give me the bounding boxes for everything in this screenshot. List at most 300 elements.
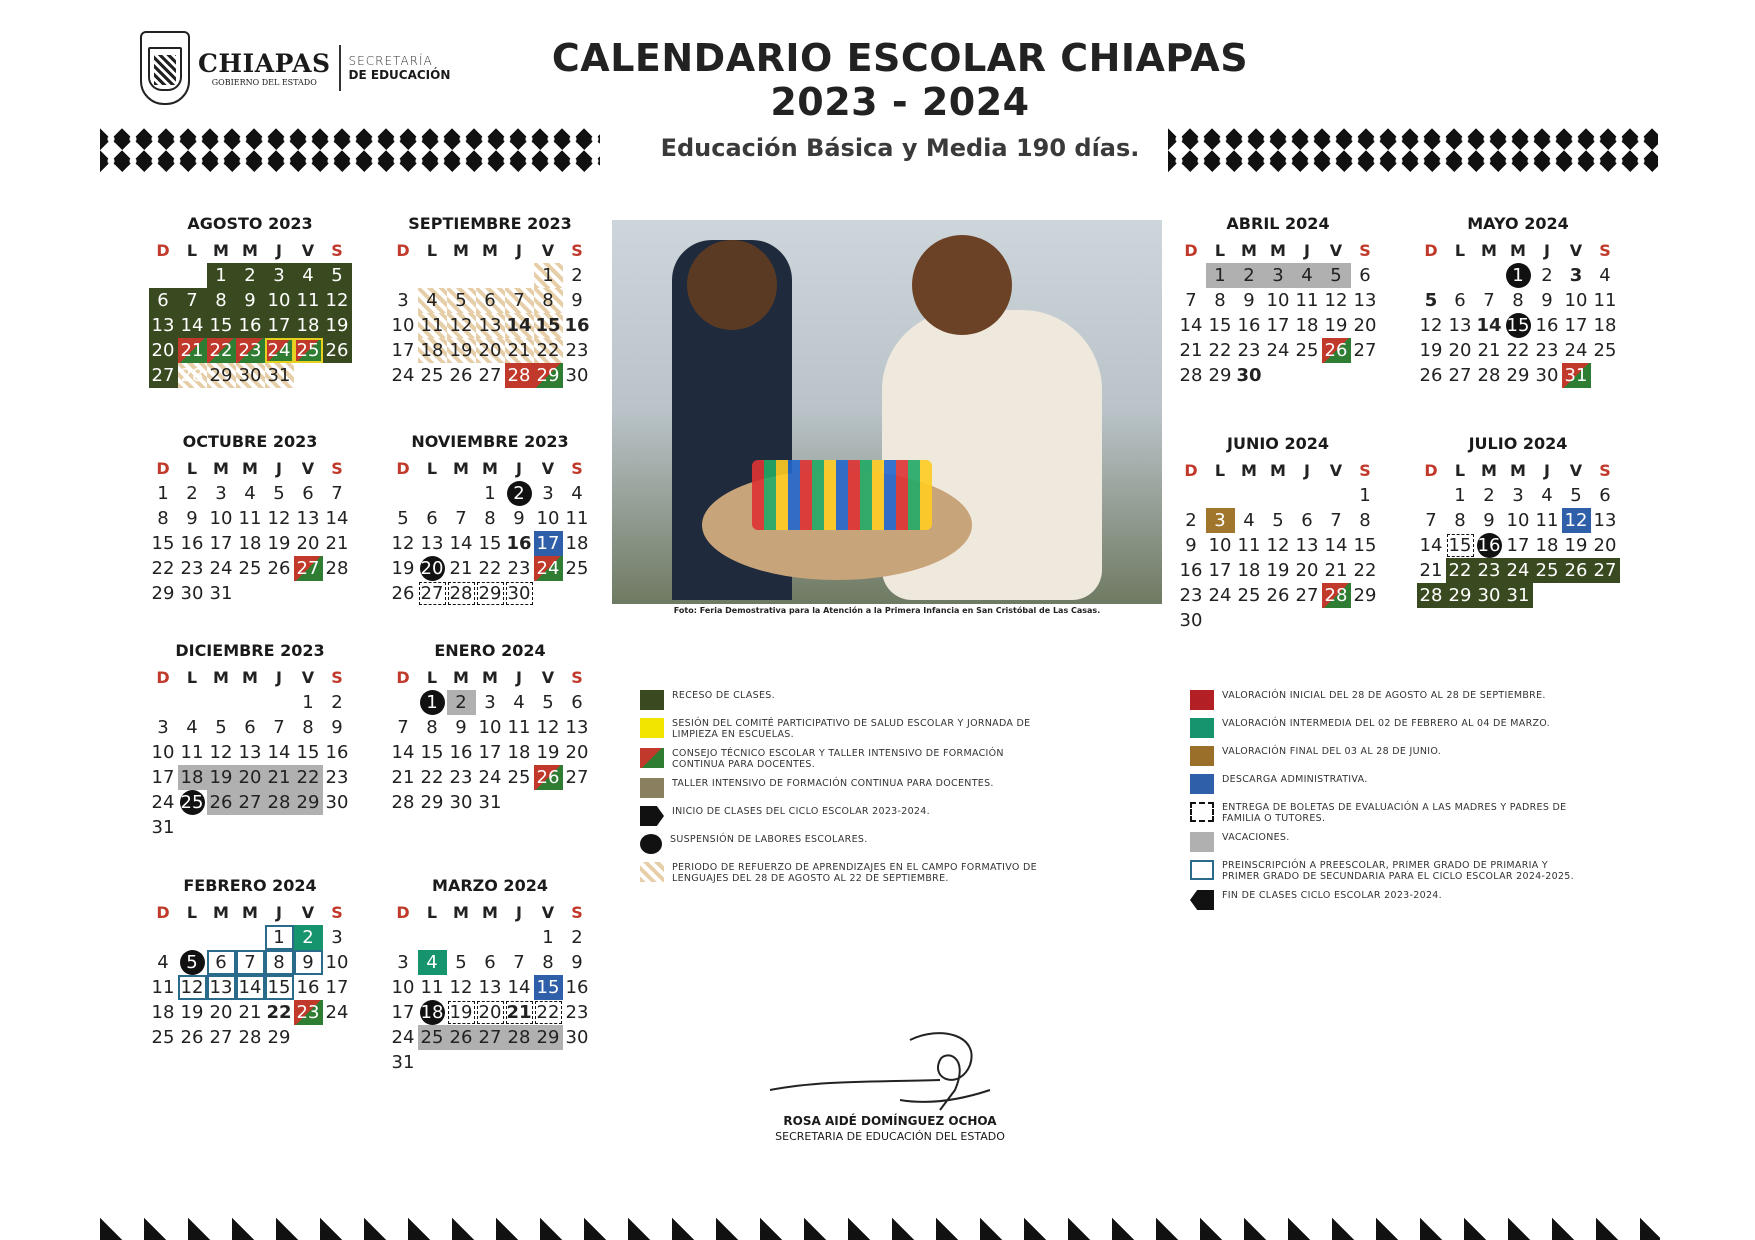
day-cell: 26 bbox=[1419, 365, 1443, 386]
day-cell: 3 bbox=[215, 483, 227, 504]
day-cell: 12 bbox=[536, 717, 560, 738]
weekday-header: M bbox=[213, 459, 229, 478]
day-cell: 13 bbox=[207, 975, 236, 1000]
legend-text: VACACIONES. bbox=[1222, 832, 1290, 843]
day-cell: 17 bbox=[1564, 315, 1588, 336]
day-cell: 20 bbox=[236, 765, 265, 790]
day-cell: 7 bbox=[397, 717, 409, 738]
day-cell: 17 bbox=[325, 977, 349, 998]
day-cell: 23 bbox=[507, 558, 531, 579]
day-cell: 18 bbox=[238, 533, 262, 554]
day-cell: 17 bbox=[478, 742, 502, 763]
day-cell: 16 bbox=[1179, 560, 1203, 581]
day-cell: 17 bbox=[391, 340, 415, 361]
day-cell: 27 bbox=[1353, 340, 1377, 361]
weekday-header: M bbox=[242, 903, 258, 922]
day-cell: 29 bbox=[294, 790, 323, 815]
weekday-header: M bbox=[482, 668, 498, 687]
legend-text: PREINSCRIPCIÓN A PREESCOLAR, PRIMER GRADO DE PRIMARIA Y PRIMER GRADO DE SECUNDARIA PARA EL CICLO ESCOLAR 2024-2025. bbox=[1222, 860, 1574, 882]
day-cell: 27 bbox=[236, 790, 265, 815]
decorative-band-bottom bbox=[100, 1196, 1660, 1240]
day-cell: 4 bbox=[1243, 510, 1255, 531]
weekday-header: S bbox=[571, 459, 583, 478]
day-cell: 30 bbox=[180, 583, 204, 604]
empty-cell bbox=[505, 263, 534, 288]
day-cell: 14 bbox=[1179, 315, 1203, 336]
month-diciembre bbox=[140, 641, 360, 840]
weekday-header: L bbox=[186, 241, 198, 260]
weekday-header: L bbox=[426, 241, 438, 260]
day-cell: 12 bbox=[1419, 315, 1443, 336]
month-mayo bbox=[1408, 214, 1628, 388]
day-cell: 15 bbox=[535, 315, 561, 336]
weekday-header: L bbox=[1214, 461, 1226, 480]
weekday-header: L bbox=[426, 668, 438, 687]
month-abril bbox=[1168, 214, 1388, 388]
day-cell: 31 bbox=[209, 583, 233, 604]
day-cell: 3 bbox=[1206, 508, 1235, 533]
day-cell: 4 bbox=[513, 692, 525, 713]
day-cell: 9 bbox=[571, 290, 583, 311]
day-cell: 8 bbox=[157, 508, 169, 529]
day-cell: 20 bbox=[149, 338, 178, 363]
day-cell: 2 bbox=[1483, 485, 1495, 506]
day-cell: 5 bbox=[273, 483, 285, 504]
weekday-header: J bbox=[1304, 241, 1310, 260]
day-cell: 26 bbox=[207, 790, 236, 815]
day-cell: 5 bbox=[1322, 263, 1351, 288]
day-cell: 1 bbox=[1206, 263, 1235, 288]
legend-swatch-brown bbox=[1190, 746, 1214, 766]
day-cell: 7 bbox=[1483, 290, 1495, 311]
day-cell: 6 bbox=[207, 950, 236, 975]
day-cell: 27 bbox=[476, 1025, 505, 1050]
weekday-header: M bbox=[482, 241, 498, 260]
signatory-role: SECRETARIA DE EDUCACIÓN DEL ESTADO bbox=[775, 1130, 1005, 1143]
day-cell: 6 bbox=[1301, 510, 1313, 531]
day-cell: 30 bbox=[565, 365, 589, 386]
month-noviembre bbox=[380, 432, 600, 606]
day-cell: 6 bbox=[1599, 485, 1611, 506]
weekday-header: V bbox=[301, 459, 315, 478]
day-cell: 28 bbox=[1417, 583, 1446, 608]
weekday-header: V bbox=[541, 668, 555, 687]
day-cell: 21 bbox=[1324, 560, 1348, 581]
day-cell: 5 bbox=[1272, 510, 1284, 531]
day-grid bbox=[149, 900, 352, 1050]
day-cell: 1 bbox=[157, 483, 169, 504]
day-cell: 28 bbox=[178, 363, 207, 388]
empty-cell bbox=[207, 690, 236, 715]
day-cell: 16 bbox=[565, 977, 589, 998]
day-cell: 26 bbox=[1322, 338, 1351, 363]
legend-swatch-red bbox=[1190, 690, 1214, 710]
day-cell: 13 bbox=[1593, 510, 1617, 531]
day-cell: 14 bbox=[178, 313, 207, 338]
day-cell: 6 bbox=[1454, 290, 1466, 311]
legend-item bbox=[1190, 746, 1580, 766]
day-cell: 19 bbox=[1564, 535, 1588, 556]
day-grid bbox=[1417, 238, 1620, 388]
day-cell: 21 bbox=[505, 338, 534, 363]
day-cell: 1 bbox=[534, 263, 563, 288]
day-cell: 2 bbox=[571, 265, 583, 286]
signature-graphic bbox=[740, 1020, 1040, 1120]
day-cell: 12 bbox=[1324, 290, 1348, 311]
day-cell: 7 bbox=[505, 288, 534, 313]
legend-text: SUSPENSIÓN DE LABORES ESCOLARES. bbox=[670, 834, 868, 845]
day-cell: 23 bbox=[565, 1002, 589, 1023]
day-cell: 25 bbox=[565, 558, 589, 579]
day-cell: 10 bbox=[325, 952, 349, 973]
day-cell: 9 bbox=[1185, 535, 1197, 556]
day-cell: 8 bbox=[534, 288, 563, 313]
day-cell: 29 bbox=[1446, 583, 1475, 608]
day-cell: 12 bbox=[447, 313, 476, 338]
day-cell: 30 bbox=[1179, 610, 1203, 631]
day-cell: 19 bbox=[1324, 315, 1348, 336]
day-cell: 2 bbox=[236, 263, 265, 288]
day-cell: 12 bbox=[267, 508, 291, 529]
legend-right bbox=[1190, 690, 1580, 918]
day-grid bbox=[149, 665, 352, 840]
empty-cell bbox=[505, 925, 534, 950]
weekday-header: V bbox=[541, 903, 555, 922]
month-name: ENERO 2024 bbox=[434, 641, 546, 660]
weekday-header: S bbox=[331, 903, 343, 922]
legend-text: VALORACIÓN FINAL DEL 03 AL 28 DE JUNIO. bbox=[1222, 746, 1442, 757]
month-julio bbox=[1408, 434, 1628, 608]
weekday-header: J bbox=[276, 903, 282, 922]
day-grid bbox=[1177, 458, 1380, 633]
day-cell: 29 bbox=[1506, 365, 1530, 386]
day-cell: 23 bbox=[236, 338, 265, 363]
legend-item bbox=[640, 862, 1040, 884]
day-cell: 22 bbox=[534, 338, 563, 363]
day-cell: 3 bbox=[397, 952, 409, 973]
day-cell: 7 bbox=[236, 950, 265, 975]
weekday-header: M bbox=[1510, 241, 1526, 260]
day-cell: 10 bbox=[478, 717, 502, 738]
day-cell: 29 bbox=[207, 363, 236, 388]
day-cell: 21 bbox=[238, 1002, 262, 1023]
day-grid bbox=[389, 238, 592, 388]
weekday-header: D bbox=[156, 459, 170, 478]
day-cell: 11 bbox=[180, 742, 204, 763]
decorative-band-right bbox=[1168, 128, 1658, 172]
day-cell: 17 bbox=[209, 533, 233, 554]
day-cell: 10 bbox=[1564, 290, 1588, 311]
day-cell: 13 bbox=[478, 977, 502, 998]
day-cell: 24 bbox=[325, 1002, 349, 1023]
empty-cell bbox=[418, 263, 447, 288]
day-cell: 4 bbox=[1541, 485, 1553, 506]
legend-item bbox=[640, 690, 1040, 710]
day-cell: 5 bbox=[447, 288, 476, 313]
day-cell: 9 bbox=[236, 288, 265, 313]
weekday-header: D bbox=[1184, 461, 1198, 480]
legend-swatch-yellow bbox=[640, 718, 664, 738]
day-cell: 30 bbox=[1475, 583, 1504, 608]
day-cell: 25 bbox=[238, 558, 262, 579]
empty-cell bbox=[447, 263, 476, 288]
day-cell: 29 bbox=[476, 581, 505, 606]
day-cell: 15 bbox=[1504, 313, 1533, 338]
empty-cell bbox=[418, 925, 447, 950]
logo-sec1: SECRETARÍA bbox=[348, 54, 433, 68]
day-cell: 3 bbox=[265, 263, 294, 288]
day-cell: 14 bbox=[267, 742, 291, 763]
weekday-header: M bbox=[453, 668, 469, 687]
empty-cell bbox=[1475, 263, 1504, 288]
day-cell: 27 bbox=[149, 363, 178, 388]
weekday-header: D bbox=[156, 668, 170, 687]
weekday-header: V bbox=[1329, 461, 1343, 480]
day-cell: 23 bbox=[565, 340, 589, 361]
day-cell: 30 bbox=[565, 1027, 589, 1048]
day-cell: 9 bbox=[1541, 290, 1553, 311]
day-cell: 10 bbox=[151, 742, 175, 763]
day-cell: 31 bbox=[1562, 363, 1591, 388]
empty-cell bbox=[447, 925, 476, 950]
weekday-header: M bbox=[242, 241, 258, 260]
legend-text: TALLER INTENSIVO DE FORMACIÓN CONTINUA PARA DOCENTES. bbox=[672, 778, 994, 789]
title-line-1: CALENDARIO ESCOLAR CHIAPAS bbox=[551, 36, 1249, 80]
day-cell: 1 bbox=[1454, 485, 1466, 506]
legend-text: VALORACIÓN INTERMEDIA DEL 02 DE FEBRERO AL 04 DE MARZO. bbox=[1222, 718, 1550, 729]
day-cell: 5 bbox=[178, 950, 207, 975]
empty-cell bbox=[1446, 263, 1475, 288]
day-cell: 2 bbox=[571, 927, 583, 948]
day-cell: 3 bbox=[397, 290, 409, 311]
day-cell: 10 bbox=[1266, 290, 1290, 311]
day-cell: 9 bbox=[294, 950, 323, 975]
legend-swatch-tan bbox=[640, 862, 664, 882]
weekday-header: D bbox=[1424, 241, 1438, 260]
title-line-2: 2023 - 2024 bbox=[770, 80, 1030, 124]
legend-text: INICIO DE CLASES DEL CICLO ESCOLAR 2023-2024. bbox=[672, 806, 930, 817]
empty-cell bbox=[265, 690, 294, 715]
legend-swatch-blue bbox=[1190, 774, 1214, 794]
day-cell: 5 bbox=[397, 508, 409, 529]
day-cell: 20 bbox=[296, 533, 320, 554]
weekday-header: D bbox=[396, 459, 410, 478]
day-cell: 17 bbox=[151, 767, 175, 788]
day-cell: 2 bbox=[1541, 265, 1553, 286]
weekday-header: L bbox=[1454, 241, 1466, 260]
legend-swatch-green bbox=[640, 690, 664, 710]
day-cell: 16 bbox=[564, 315, 590, 336]
day-cell: 1 bbox=[302, 692, 314, 713]
day-cell: 18 bbox=[1593, 315, 1617, 336]
day-cell: 25 bbox=[420, 365, 444, 386]
empty-cell bbox=[447, 481, 476, 506]
day-cell: 18 bbox=[178, 765, 207, 790]
day-cell: 19 bbox=[536, 742, 560, 763]
empty-cell bbox=[1206, 483, 1235, 508]
day-cell: 24 bbox=[1266, 340, 1290, 361]
day-cell: 29 bbox=[534, 363, 563, 388]
day-cell: 3 bbox=[484, 692, 496, 713]
day-cell: 19 bbox=[1266, 560, 1290, 581]
day-cell: 29 bbox=[267, 1027, 291, 1048]
day-cell: 13 bbox=[238, 742, 262, 763]
day-cell: 4 bbox=[418, 950, 447, 975]
month-name: OCTUBRE 2023 bbox=[182, 432, 318, 451]
day-cell: 8 bbox=[1512, 290, 1524, 311]
day-cell: 28 bbox=[1477, 365, 1501, 386]
day-cell: 19 bbox=[207, 765, 236, 790]
day-cell: 11 bbox=[1295, 290, 1319, 311]
weekday-header: M bbox=[482, 459, 498, 478]
day-cell: 27 bbox=[209, 1027, 233, 1048]
secretaria-text bbox=[349, 54, 451, 82]
day-cell: 31 bbox=[1504, 583, 1533, 608]
day-cell: 22 bbox=[207, 338, 236, 363]
day-cell: 3 bbox=[1264, 263, 1293, 288]
day-cell: 25 bbox=[1295, 340, 1319, 361]
legend-text: PERIODO DE REFUERZO DE APRENDIZAJES EN EL CAMPO FORMATIVO DE LENGUAJES DEL 28 DE AGOSTO AL 22 DE SEPTIEMBRE. bbox=[672, 862, 1037, 884]
day-cell: 8 bbox=[1359, 510, 1371, 531]
day-cell: 28 bbox=[265, 790, 294, 815]
day-cell: 28 bbox=[1179, 365, 1203, 386]
day-cell: 10 bbox=[265, 288, 294, 313]
day-cell: 28 bbox=[325, 558, 349, 579]
day-cell: 8 bbox=[302, 717, 314, 738]
empty-cell bbox=[178, 263, 207, 288]
day-cell: 24 bbox=[1564, 340, 1588, 361]
day-cell: 14 bbox=[236, 975, 265, 1000]
weekday-header: S bbox=[1599, 461, 1611, 480]
photo-children-playing bbox=[612, 220, 1162, 604]
day-cell: 11 bbox=[418, 313, 447, 338]
month-name: MARZO 2024 bbox=[432, 876, 548, 895]
day-cell: 15 bbox=[207, 313, 236, 338]
day-cell: 15 bbox=[1353, 535, 1377, 556]
empty-cell bbox=[389, 925, 418, 950]
weekday-header: M bbox=[1270, 461, 1286, 480]
weekday-header: S bbox=[331, 668, 343, 687]
day-cell: 19 bbox=[323, 313, 352, 338]
day-cell: 4 bbox=[186, 717, 198, 738]
month-name: NOVIEMBRE 2023 bbox=[411, 432, 569, 451]
month-name: ABRIL 2024 bbox=[1226, 214, 1330, 233]
day-cell: 16 bbox=[449, 742, 473, 763]
day-cell: 20 bbox=[1353, 315, 1377, 336]
day-cell: 12 bbox=[1266, 535, 1290, 556]
day-cell: 18 bbox=[1295, 315, 1319, 336]
empty-cell bbox=[1417, 483, 1446, 508]
day-cell: 12 bbox=[1562, 508, 1591, 533]
day-cell: 2 bbox=[447, 690, 476, 715]
day-cell: 10 bbox=[209, 508, 233, 529]
day-cell: 31 bbox=[478, 792, 502, 813]
legend-item bbox=[1190, 890, 1580, 910]
legend-swatch-frame bbox=[1190, 860, 1214, 880]
day-grid bbox=[1177, 238, 1380, 388]
day-cell: 27 bbox=[294, 556, 323, 581]
weekday-header: J bbox=[516, 241, 522, 260]
day-cell: 24 bbox=[1208, 585, 1232, 606]
weekday-header: M bbox=[453, 241, 469, 260]
empty-cell bbox=[1322, 483, 1351, 508]
day-cell: 23 bbox=[1535, 340, 1559, 361]
day-cell: 20 bbox=[1295, 560, 1319, 581]
day-cell: 17 bbox=[1266, 315, 1290, 336]
day-grid bbox=[1417, 458, 1620, 608]
day-cell: 9 bbox=[513, 508, 525, 529]
day-cell: 12 bbox=[209, 742, 233, 763]
month-name: JUNIO 2024 bbox=[1227, 434, 1329, 453]
day-cell: 11 bbox=[238, 508, 262, 529]
day-cell: 1 bbox=[484, 483, 496, 504]
day-cell: 26 bbox=[534, 765, 563, 790]
day-cell: 25 bbox=[507, 767, 531, 788]
day-cell: 31 bbox=[391, 1052, 415, 1073]
day-cell: 1 bbox=[1359, 485, 1371, 506]
day-cell: 16 bbox=[1237, 315, 1261, 336]
day-cell: 8 bbox=[1454, 510, 1466, 531]
day-cell: 14 bbox=[449, 533, 473, 554]
day-cell: 6 bbox=[244, 717, 256, 738]
day-cell: 21 bbox=[391, 767, 415, 788]
day-cell: 17 bbox=[391, 1002, 415, 1023]
day-cell: 29 bbox=[1208, 365, 1232, 386]
weekday-header: V bbox=[1569, 461, 1583, 480]
day-cell: 20 bbox=[565, 742, 589, 763]
day-cell: 15 bbox=[478, 533, 502, 554]
logo-divider bbox=[339, 45, 341, 91]
empty-cell bbox=[476, 263, 505, 288]
day-cell: 26 bbox=[1562, 558, 1591, 583]
day-cell: 25 bbox=[294, 338, 323, 363]
day-cell: 6 bbox=[1359, 265, 1371, 286]
day-cell: 9 bbox=[1243, 290, 1255, 311]
weekday-header: L bbox=[186, 903, 198, 922]
day-cell: 13 bbox=[565, 717, 589, 738]
empty-cell bbox=[149, 925, 178, 950]
day-cell: 5 bbox=[1570, 485, 1582, 506]
weekday-header: S bbox=[1359, 461, 1371, 480]
day-grid bbox=[389, 900, 592, 1075]
day-cell: 9 bbox=[186, 508, 198, 529]
day-cell: 15 bbox=[1208, 315, 1232, 336]
day-cell: 6 bbox=[571, 692, 583, 713]
day-cell: 18 bbox=[565, 533, 589, 554]
day-cell: 29 bbox=[534, 1025, 563, 1050]
day-cell: 16 bbox=[1475, 533, 1504, 558]
day-cell: 4 bbox=[418, 288, 447, 313]
day-cell: 16 bbox=[236, 313, 265, 338]
day-cell: 3 bbox=[331, 927, 343, 948]
day-cell: 5 bbox=[1424, 290, 1438, 311]
day-cell: 13 bbox=[1295, 535, 1319, 556]
day-cell: 8 bbox=[207, 288, 236, 313]
day-cell: 20 bbox=[1448, 340, 1472, 361]
weekday-header: M bbox=[242, 459, 258, 478]
empty-cell bbox=[236, 925, 265, 950]
day-cell: 5 bbox=[323, 263, 352, 288]
day-cell: 4 bbox=[157, 952, 169, 973]
day-cell: 22 bbox=[151, 558, 175, 579]
empty-cell bbox=[389, 481, 418, 506]
day-cell: 6 bbox=[302, 483, 314, 504]
month-name: SEPTIEMBRE 2023 bbox=[408, 214, 572, 233]
empty-cell bbox=[149, 690, 178, 715]
day-cell: 24 bbox=[478, 767, 502, 788]
day-cell: 15 bbox=[296, 742, 320, 763]
weekday-header: V bbox=[301, 903, 315, 922]
